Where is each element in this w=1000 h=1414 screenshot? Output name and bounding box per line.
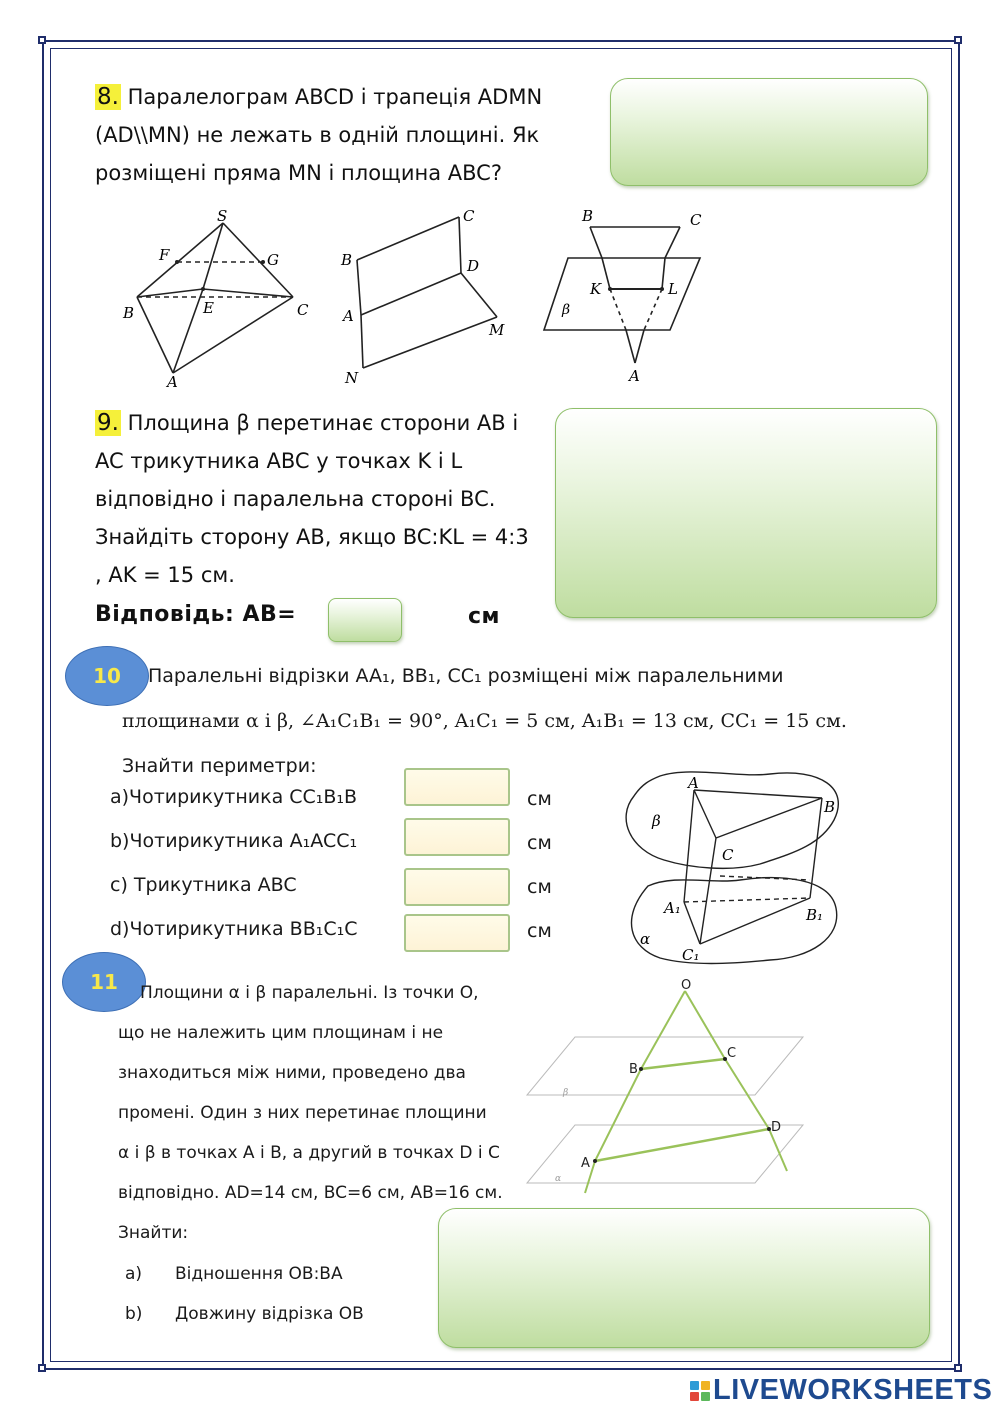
fig-label: M xyxy=(489,321,505,339)
fig-label: K xyxy=(590,280,602,298)
fig-label: C xyxy=(297,301,309,319)
q8-text-line: (AD\\MN) не лежать в одній площині. Як xyxy=(95,123,540,147)
point-marker xyxy=(175,260,179,264)
q11-item-a-marker: a) xyxy=(125,1264,143,1284)
q11-find: Знайти: xyxy=(118,1223,189,1243)
q10-item-c-input[interactable] xyxy=(404,868,510,906)
q8-figure-pyramid xyxy=(115,205,325,390)
q11-line: α і β в точках A і B, а другий в точках D і C xyxy=(118,1143,500,1163)
q8-line-1 xyxy=(95,78,585,116)
q9-text xyxy=(95,404,545,594)
fig-label: D xyxy=(467,257,480,275)
point-marker xyxy=(593,1159,597,1163)
q9-text-line: відповідно і паралельна стороні BC. xyxy=(95,487,496,511)
q11-line: промені. Один з них перетинає площини xyxy=(118,1103,487,1123)
q9-text-line: Знайдіть сторону AB, якщо BC:KL = 4:3 xyxy=(95,525,529,549)
q11-line: Площини α і β паралельні. Із точки O, xyxy=(140,983,479,1003)
q10-item-c-label: c) Трикутника ABC xyxy=(110,874,297,896)
frame-corner xyxy=(954,1364,962,1372)
fig-label: D xyxy=(771,1120,782,1135)
point-marker xyxy=(639,1067,643,1071)
q8-text-line: Паралелограм ABCD і трапеція ADMN xyxy=(127,85,543,109)
q9-line-1 xyxy=(95,404,545,442)
fig-label: C xyxy=(463,207,475,225)
q10-item-d-input[interactable] xyxy=(404,914,510,952)
fig-label: C₁ xyxy=(682,946,700,964)
q10-item-d-label: d)Чотирикутника BB₁C₁C xyxy=(110,918,358,940)
q9-answer-unit: см xyxy=(468,604,501,629)
q11-figure-rays xyxy=(525,975,810,1205)
fig-label: A xyxy=(167,373,178,390)
q9-text-line: Площина β перетинає сторони AB і xyxy=(127,411,519,435)
fig-label: A xyxy=(343,307,354,325)
q9-answer-input[interactable] xyxy=(328,598,402,642)
q9-number: 9. xyxy=(97,410,119,436)
frame-corner xyxy=(954,36,962,44)
fig-label: A₁ xyxy=(664,899,681,917)
q11-answer-box[interactable] xyxy=(438,1208,930,1348)
fig-label: B xyxy=(341,251,353,269)
q9-answer-label: Відповідь: AB= xyxy=(95,602,297,627)
q10-item-d-unit: см xyxy=(527,920,552,942)
fig-label: E xyxy=(203,299,214,317)
fig-label: B xyxy=(582,207,594,225)
fig-label: α xyxy=(555,1174,562,1184)
fig-label: F xyxy=(159,246,170,264)
q10-item-a-unit: см xyxy=(527,788,552,810)
fig-label: β xyxy=(562,302,571,318)
fig-label: A xyxy=(688,774,699,792)
q11-line: відповідно. AD=14 см, BC=6 см, AB=16 см. xyxy=(118,1183,503,1203)
q10-line-1: Паралельні відрізки AA₁, BB₁, CC₁ розміщені між паралельними xyxy=(148,665,784,687)
fig-label: N xyxy=(345,369,359,387)
q11-item-a-text: Відношення OB:BA xyxy=(175,1264,343,1284)
q9-solution-box[interactable] xyxy=(555,408,937,618)
point-marker xyxy=(608,287,612,291)
point-marker xyxy=(201,287,205,291)
logo-mark-icon xyxy=(690,1381,710,1401)
fig-label: L xyxy=(668,280,678,298)
liveworksheets-logo xyxy=(690,1374,992,1407)
q10-item-b-input[interactable] xyxy=(404,818,510,856)
q11-line: знаходиться між ними, проведено два xyxy=(118,1063,466,1083)
fig-label: C xyxy=(727,1046,737,1061)
q8-text xyxy=(95,78,585,192)
q8-text-line: розміщені пряма MN і площина ABC? xyxy=(95,161,502,185)
fig-label: β xyxy=(652,812,661,830)
fig-label: B xyxy=(123,304,135,322)
q10-item-c-unit: см xyxy=(527,876,552,898)
fig-label: C xyxy=(690,211,702,229)
fig-label: B₁ xyxy=(806,906,824,924)
q8-figure-section xyxy=(540,205,715,390)
q9-text-line: , AK = 15 см. xyxy=(95,563,235,587)
fig-label: B xyxy=(824,798,836,816)
q11-number-badge: 11 xyxy=(62,952,146,1012)
q11-line: що не належить цим площинам і не xyxy=(118,1023,444,1043)
q8-number: 8. xyxy=(97,84,119,110)
fig-label: A xyxy=(581,1156,590,1171)
fig-label: O xyxy=(681,978,692,993)
q10-item-b-label: b)Чотирикутника A₁ACC₁ xyxy=(110,830,358,852)
fig-label: α xyxy=(640,930,651,948)
q11-item-b-marker: b) xyxy=(125,1304,143,1324)
frame-corner xyxy=(38,1364,46,1372)
fig-label: C xyxy=(722,846,734,864)
q10-item-b-unit: см xyxy=(527,832,552,854)
q10-figure-prism xyxy=(620,768,850,968)
fig-label: A xyxy=(629,367,640,385)
q10-number-badge: 10 xyxy=(65,646,149,706)
fig-label: G xyxy=(267,251,279,269)
q10-item-a-input[interactable] xyxy=(404,768,510,806)
q10-find: Знайти периметри: xyxy=(122,755,317,777)
point-marker xyxy=(261,260,265,264)
fig-label: β xyxy=(563,1088,569,1098)
q8-figure-planes xyxy=(335,205,525,390)
q11-item-b-text: Довжину відрізка OB xyxy=(175,1304,364,1324)
q10-line-2: площинами α і β, ∠A₁C₁B₁ = 90°, A₁C₁ = 5 см, A₁B₁ = 13 см, CC₁ = 15 см. xyxy=(122,710,847,732)
point-marker xyxy=(660,287,664,291)
logo-text: LIVEWORKSHEETS xyxy=(713,1374,993,1406)
q8-answer-box[interactable] xyxy=(610,78,928,186)
frame-corner xyxy=(38,36,46,44)
fig-label: B xyxy=(629,1062,638,1077)
fig-label: S xyxy=(217,207,228,225)
q10-item-a-label: a)Чотирикутника CC₁B₁B xyxy=(110,786,358,808)
q9-text-line: AC трикутника ABC у точках K і L xyxy=(95,449,463,473)
